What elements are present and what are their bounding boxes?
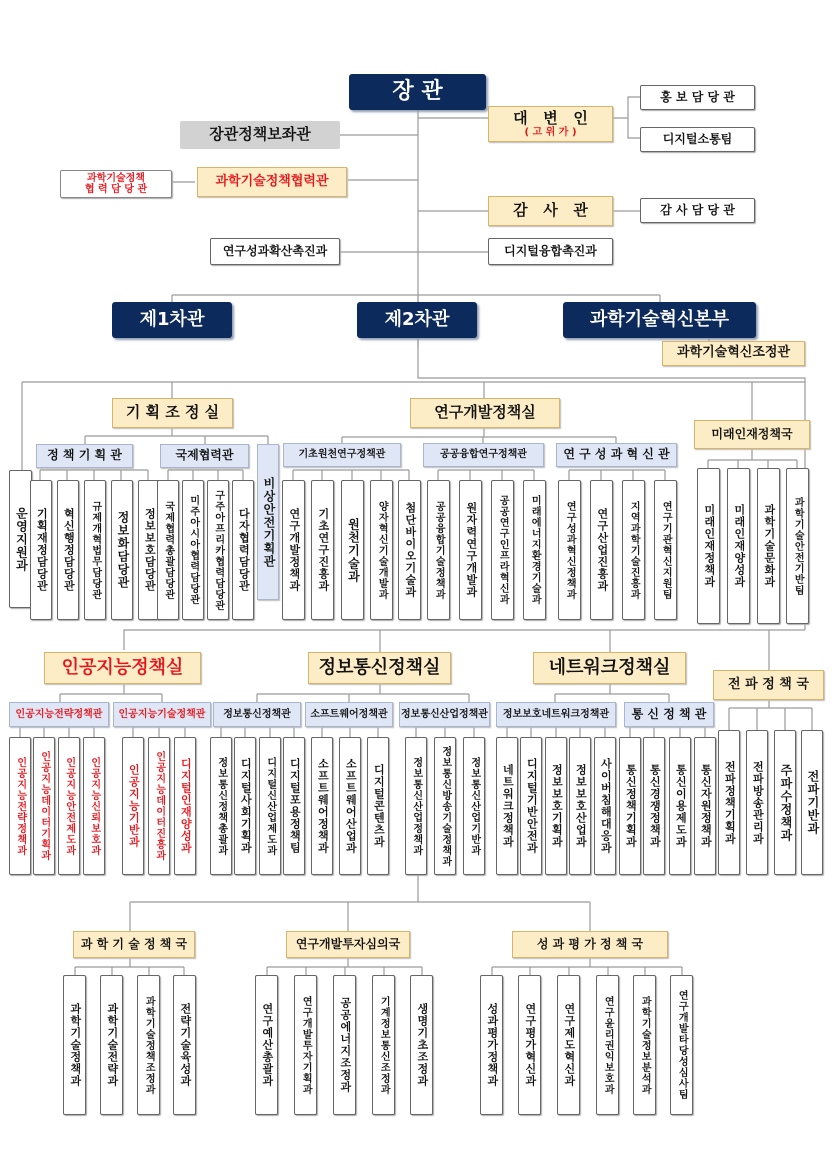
unit-box[interactable]: 과학기술정책조정과 xyxy=(137,975,160,1115)
unit-box[interactable]: 미래인재양성과 xyxy=(727,468,750,624)
unit-box[interactable]: 미주아시아협력담당관 xyxy=(182,480,204,620)
unit-box[interactable]: 미래인재정책과 xyxy=(697,468,720,624)
unit-box[interactable]: 과학기술정책과 xyxy=(63,975,86,1115)
unit-box[interactable]: 연구개발정책과 xyxy=(282,480,305,620)
planning-div2-box[interactable]: 국제협력관 xyxy=(160,444,249,468)
unit-box[interactable]: 디지털콘텐츠과 xyxy=(367,737,389,875)
unit-box[interactable]: 기초연구진흥과 xyxy=(311,480,334,620)
unit-box[interactable]: 정보통신산업정책과 xyxy=(405,737,427,875)
unit-box[interactable]: 혁신행정담당관 xyxy=(57,480,79,620)
unit-box[interactable]: 구주아프리카협력담당관 xyxy=(207,480,229,620)
unit-box[interactable]: 통신경쟁정책과 xyxy=(643,737,665,875)
perf-eval-bureau-box[interactable]: 성 과 평 가 정 책 국 xyxy=(512,931,668,958)
unit-box[interactable]: 공공융합기술정책과 xyxy=(427,480,450,620)
unit-box[interactable]: 전파정책기획과 xyxy=(718,730,740,875)
unit-box[interactable]: 소프트웨어산업과 xyxy=(339,737,361,875)
rnd-div2-box[interactable]: 공공융합연구정책관 xyxy=(423,443,544,467)
audit-officer-box[interactable]: 감 사 담 당 관 xyxy=(640,198,755,223)
unit-box[interactable]: 디지털포용정책팀 xyxy=(283,737,305,875)
unit-box[interactable]: 정보통신산업기반과 xyxy=(463,737,485,875)
unit-box[interactable]: 디지털신산업제도과 xyxy=(259,737,281,875)
unit-box[interactable]: 공공연구인프라혁신과 xyxy=(491,480,514,620)
network-div2-box[interactable]: 통 신 정 책 관 xyxy=(624,702,714,727)
unit-box[interactable]: 통신자원정책과 xyxy=(694,737,716,875)
unit-box[interactable]: 정보보호산업과 xyxy=(569,737,591,875)
unit-box[interactable]: 과학기술전략과 xyxy=(100,975,123,1115)
unit-box[interactable]: 원천기술과 xyxy=(341,480,364,620)
unit-box[interactable]: 전파방송관리과 xyxy=(746,730,768,875)
unit-box[interactable]: 네트워크정책과 xyxy=(496,737,518,875)
unit-box[interactable]: 연구성과혁신정책과 xyxy=(558,480,581,620)
unit-box[interactable]: 과학기술문화과 xyxy=(757,468,780,624)
unit-box[interactable]: 인공지능기반과 xyxy=(122,737,144,875)
unit-box[interactable]: 과학기술안전기반팀 xyxy=(786,468,809,624)
second-vice-minister-box[interactable]: 제2차관 xyxy=(357,302,477,338)
planning-office-box[interactable]: 기 획 조 정 실 xyxy=(112,398,233,428)
ai-div1-box[interactable]: 인공지능전략정책관 xyxy=(9,702,109,727)
digital-comm-box[interactable]: 디지털소통팀 xyxy=(640,127,755,152)
policy-aide-box[interactable]: 장관정책보좌관 xyxy=(180,121,340,149)
unit-box[interactable]: 연구개발투자기획과 xyxy=(294,975,317,1115)
unit-box[interactable]: 디지털사회기획과 xyxy=(234,737,256,875)
first-vice-minister-box[interactable]: 제1차관 xyxy=(112,302,232,338)
rnd-spread-box[interactable]: 연구성과확산촉진과 xyxy=(210,238,340,265)
unit-box[interactable]: 전파기반과 xyxy=(801,730,823,875)
unit-box[interactable]: 국제협력총괄담당관 xyxy=(157,480,179,620)
unit-box[interactable]: 생명기초조정과 xyxy=(410,975,433,1115)
unit-box[interactable]: 통신정책기획과 xyxy=(619,737,641,875)
rnd-policy-office-box[interactable]: 연구개발정책실 xyxy=(410,398,560,428)
unit-box[interactable]: 연구산업진흥과 xyxy=(590,480,613,620)
unit-box[interactable]: 성과평가정책과 xyxy=(480,975,503,1115)
unit-box[interactable]: 정보통신방송기술정책과 xyxy=(434,737,456,875)
unit-box[interactable]: 과학기술정보분석과 xyxy=(633,975,656,1115)
rnd-invest-bureau-box[interactable]: 연구개발투자심의국 xyxy=(286,931,410,958)
sci-policy-bureau-box[interactable]: 과 학 기 술 정 책 국 xyxy=(73,931,195,958)
spokesperson-box[interactable] xyxy=(488,106,613,142)
digital-convergence-box[interactable]: 디지털융합촉진과 xyxy=(488,238,613,265)
minister-box[interactable]: 장 관 xyxy=(349,74,486,110)
unit-box[interactable]: 연구평가혁신과 xyxy=(518,975,541,1115)
innovation-hq-box[interactable]: 과학기술혁신본부 xyxy=(563,302,756,338)
spokesperson-label: 대 변 인 xyxy=(513,108,588,127)
unit-box[interactable]: 첨단바이오기술과 xyxy=(398,480,421,620)
radio-bureau-box[interactable]: 전 파 정 책 국 xyxy=(713,670,824,700)
unit-box[interactable]: 디지털인재양성과 xyxy=(174,737,196,875)
pr-officer-box[interactable]: 홍 보 담 당 관 xyxy=(640,85,755,110)
unit-box[interactable]: 연구예산총괄과 xyxy=(255,975,278,1115)
unit-box[interactable]: 공공에너지조정과 xyxy=(333,975,356,1115)
future-talent-bureau-box[interactable]: 미래인재정책국 xyxy=(694,420,810,449)
unit-box[interactable]: 기획재정담당관 xyxy=(30,480,52,620)
ict-div3-box[interactable]: 정보통신산업정책관 xyxy=(399,702,490,727)
unit-box[interactable]: 원자력연구개발과 xyxy=(459,480,482,620)
unit-box[interactable]: 사이버침해대응과 xyxy=(594,737,616,875)
ict-policy-office-box[interactable]: 정보통신정책실 xyxy=(308,652,451,684)
unit-box[interactable]: 인공지능데이터진흥과 xyxy=(148,737,170,875)
unit-box[interactable]: 인공지능데이터기획과 xyxy=(33,737,55,875)
unit-box[interactable]: 인공지능전략정책과 xyxy=(9,737,31,875)
auditor-box[interactable]: 감 사 관 xyxy=(488,196,613,226)
unit-box[interactable]: 통신이용제도과 xyxy=(669,737,691,875)
unit-box[interactable]: 연구제도혁신과 xyxy=(557,975,580,1115)
innovation-coord-box[interactable]: 과학기술혁신조정관 xyxy=(662,341,805,366)
ict-div2-box[interactable]: 소프트웨어정책관 xyxy=(305,702,393,727)
unit-box[interactable]: 정보보호담당관 xyxy=(138,480,160,620)
unit-box[interactable]: 전략기술육성과 xyxy=(173,975,196,1115)
unit-box[interactable]: 연구개발타당성심사팀 xyxy=(670,975,693,1115)
unit-box[interactable]: 정보화담당관 xyxy=(111,480,133,620)
unit-box[interactable]: 주파수정책과 xyxy=(774,730,796,875)
unit-box[interactable]: 규제개혁법무담당관 xyxy=(84,480,106,620)
unit-box[interactable]: 지역과학기술진흥과 xyxy=(622,480,645,620)
unit-box[interactable]: 디지털기반안전과 xyxy=(520,737,542,875)
network-div1-box[interactable]: 정보보호네트워크정책관 xyxy=(496,702,616,727)
sci-coop-officer-left-box[interactable]: 과학기술정책 협 력 담 당 관 xyxy=(60,170,172,198)
unit-box[interactable]: 인공지능안전제도과 xyxy=(58,737,80,875)
unit-box[interactable]: 인공지능신뢰보호과 xyxy=(83,737,105,875)
unit-box[interactable]: 연구기관혁신지원팀 xyxy=(654,480,677,620)
unit-box[interactable]: 소프트웨어정책과 xyxy=(311,737,333,875)
ai-div2-box[interactable]: 인공지능기술정책관 xyxy=(113,702,211,727)
spokesperson-rank: ( 고 위 가 ) xyxy=(524,126,577,138)
unit-box[interactable]: 양자혁신기술개발과 xyxy=(370,480,393,620)
emergency-planning-box[interactable]: 비상안전기획관 xyxy=(257,444,279,600)
unit-box[interactable]: 다자협력담당관 xyxy=(232,480,254,620)
unit-box[interactable]: 기계정보통신조정과 xyxy=(372,975,395,1115)
ict-div1-box[interactable]: 정보통신정책관 xyxy=(213,702,301,727)
unit-box[interactable]: 정보보호기획과 xyxy=(545,737,567,875)
unit-box[interactable]: 정보통신정책총괄과 xyxy=(210,737,232,875)
sci-coop-officer-box[interactable]: 과학기술정책협력관 xyxy=(197,167,347,197)
unit-box[interactable]: 미래에너지환경기술과 xyxy=(523,480,546,620)
rnd-div1-box[interactable]: 기초원천연구정책관 xyxy=(283,443,401,467)
rnd-div3-box[interactable]: 연 구 성 과 혁 신 관 xyxy=(556,443,677,467)
network-policy-office-box[interactable]: 네트워크정책실 xyxy=(533,652,686,684)
ops-support-box[interactable]: 운영지원과 xyxy=(9,470,32,608)
unit-box[interactable]: 연구윤리권익보호과 xyxy=(596,975,619,1115)
ai-policy-office-box[interactable]: 인공지능정책실 xyxy=(44,652,201,684)
planning-div1-box[interactable]: 정 책 기 획 관 xyxy=(36,444,133,468)
